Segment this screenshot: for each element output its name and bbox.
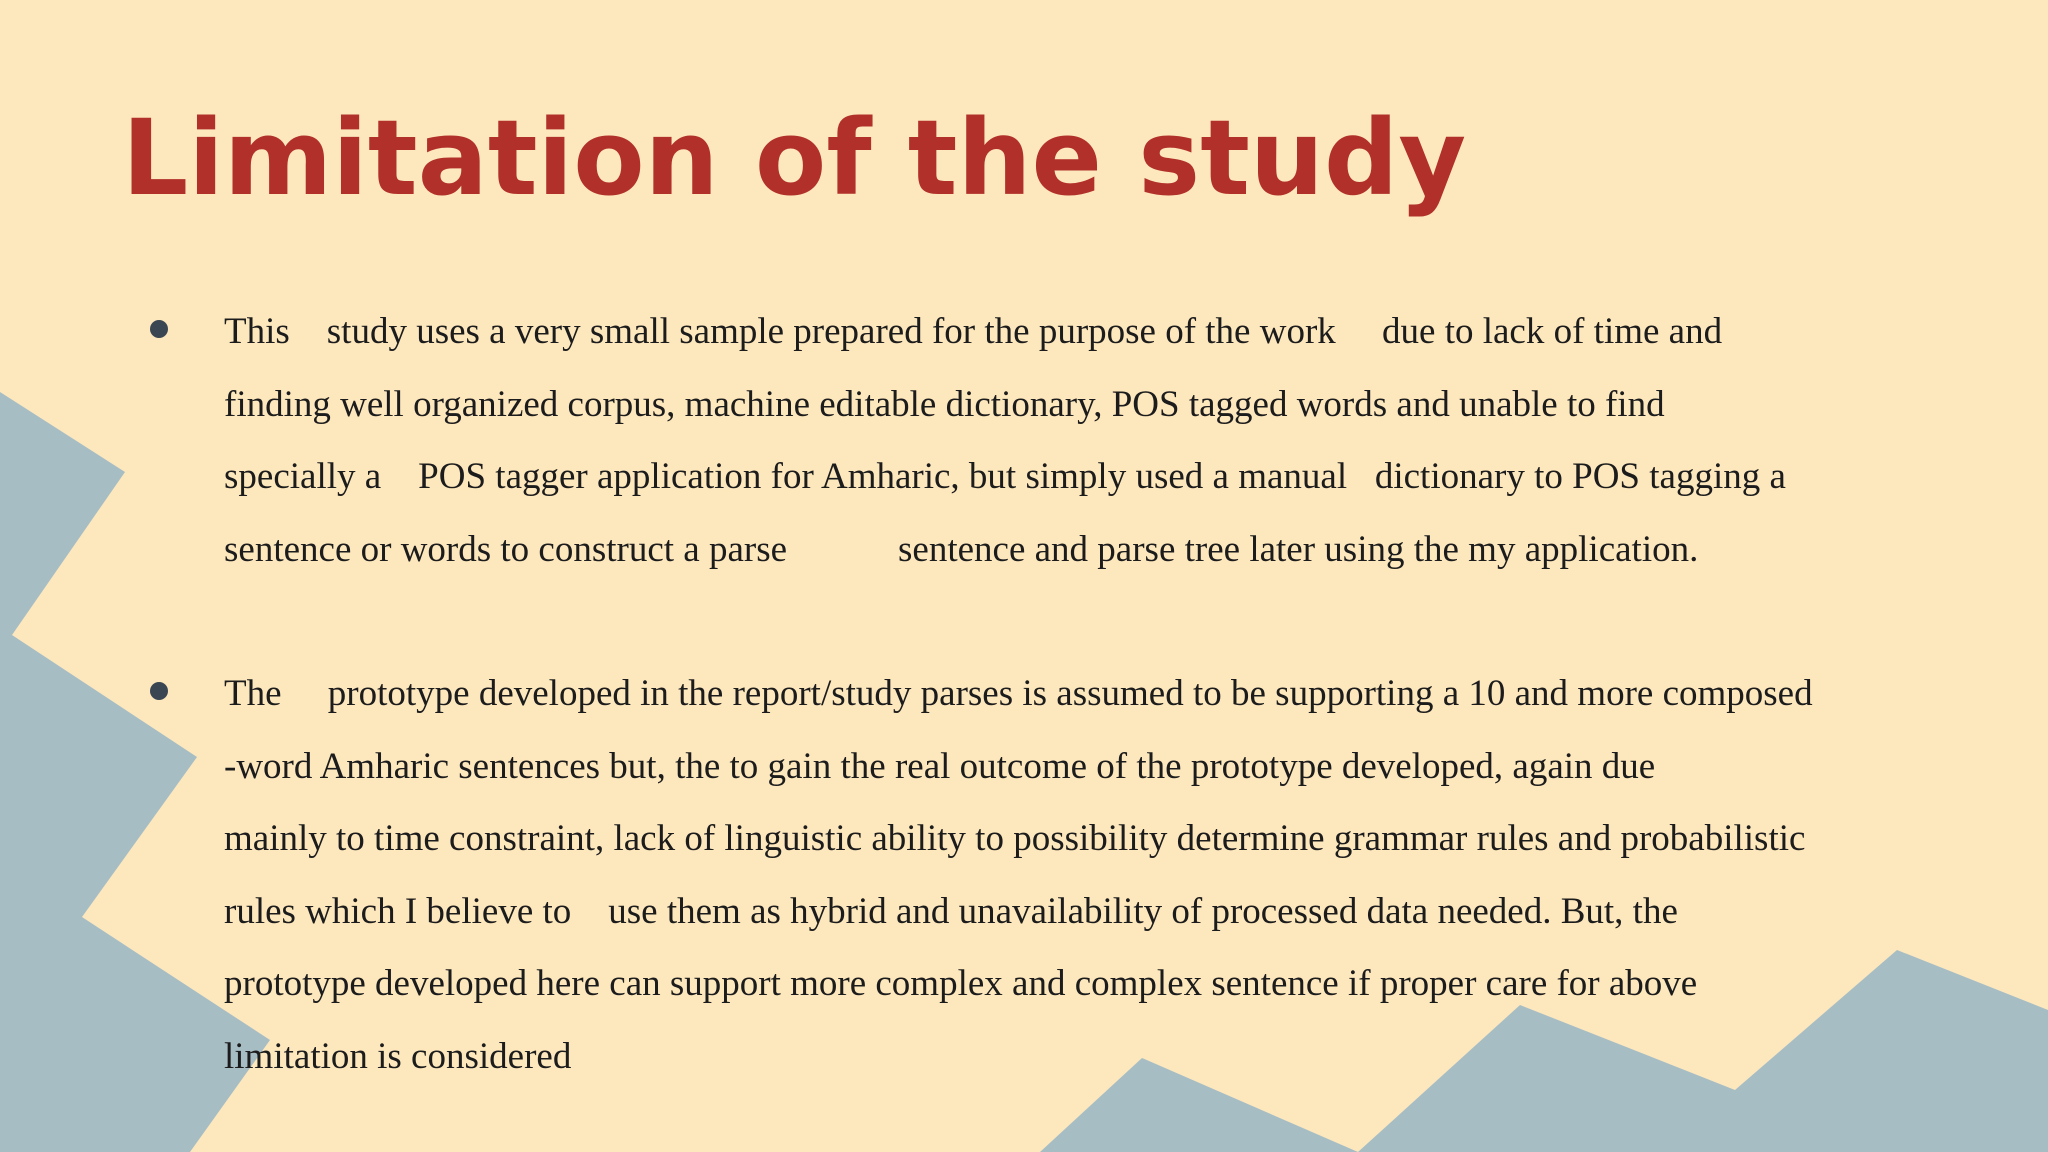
bullet-2-line-3: mainly to time constraint, lack of linguistic ability to possibility determine grammar rules and probabilistic xyxy=(224,818,1806,859)
bullet-icon xyxy=(150,682,168,700)
slide-title: Limitation of the study xyxy=(122,97,1467,219)
bullet-2-line-5: prototype developed here can support more complex and complex sentence if proper care for above xyxy=(224,963,1698,1004)
bullet-list xyxy=(148,296,1948,1093)
bullet-1-line-3: specially a POS tagger application for Amharic, but simply used a manual dictionary to POS tagging a xyxy=(224,456,1786,497)
bullet-item-2 xyxy=(148,658,1948,1093)
bullet-2-line-4: rules which I believe to use them as hybrid and unavailability of processed data needed. But, the xyxy=(224,890,1678,932)
bullet-1-line-2: finding well organized corpus, machine editable dictionary, POS tagged words and unable to find xyxy=(224,383,1665,425)
bullet-1-line-1: This study uses a very small sample prepared for the purpose of the work due to lack of time and xyxy=(224,311,1723,352)
bullet-item-1 xyxy=(148,296,1948,586)
bullet-icon xyxy=(150,320,168,338)
bullet-2-line-1: The prototype developed in the report/study parses is assumed to be supporting a 10 and more composed xyxy=(224,673,1813,714)
bullet-2-line-6: limitation is considered xyxy=(224,1035,572,1077)
bullet-1-line-4: sentence or words to construct a parse sentence and parse tree later using the my application. xyxy=(224,528,1699,570)
bullet-2-line-2: -word Amharic sentences but, the to gain the real outcome of the prototype developed, again due xyxy=(224,745,1656,787)
